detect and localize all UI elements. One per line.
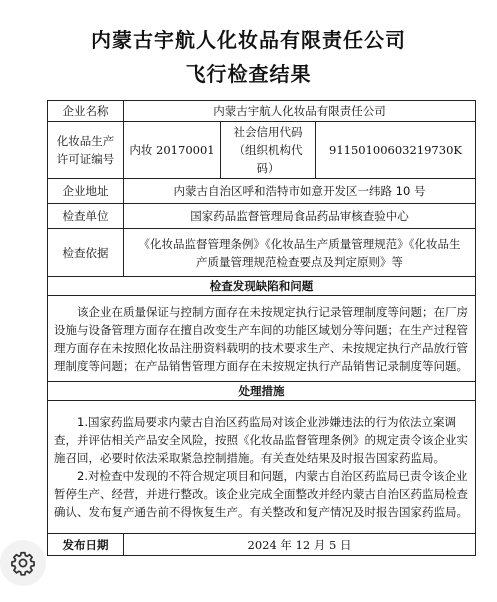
- credit-label: 社会信用代码（组织机构代码）: [221, 122, 316, 179]
- company-label: 企业名称: [48, 101, 124, 122]
- gear-icon: [10, 550, 36, 576]
- row-measures: [48, 401, 476, 534]
- row-date: [48, 534, 476, 556]
- row-measures-header: [48, 382, 476, 401]
- row-company: [48, 101, 476, 122]
- credit-value: 91150100603219730K: [316, 122, 476, 179]
- measures-paragraph-2: 2.对检查中发现的不符合规定项目和问题，内蒙古自治区药监局已责令该企业暂停生产、经营，并进行整改。该企业完成全面整改并经内蒙古自治区药监局检查确认、发布复产通告前不得恢复生产。有关整改和复产情况及时报告国家药监局。: [54, 469, 468, 519]
- findings-text: 该企业在质量保证与控制方面存在未按规定执行记录管理制度等问题；在厂房设施与设备管理方面存在擅自改变生产车间的功能区域划分等问题；在生产过程管理方面存在未按照化妆品注册资料载明的技术要求生产、未按规定执行产品放行管理制度等问题；在产品销售管理方面存在未按规定执行产品销售记录制度等问题。: [48, 296, 476, 382]
- page-subtitle: 飞行检查结果: [185, 62, 312, 86]
- inspection-result-table: [47, 100, 476, 556]
- row-inspector: [48, 204, 476, 229]
- address-label: 企业地址: [48, 179, 124, 204]
- row-findings: [48, 296, 476, 382]
- findings-header: 检查发现缺陷和问题: [48, 277, 476, 296]
- company-value: 内蒙古宇航人化妆品有限责任公司: [124, 101, 476, 122]
- date-label: 发布日期: [48, 534, 124, 556]
- basis-label: 检查依据: [48, 229, 124, 277]
- license-value: 内妆 20170001: [124, 122, 221, 179]
- measures-cell: [48, 401, 476, 534]
- row-address: [48, 179, 476, 204]
- license-label: 化妆品生产许可证编号: [48, 122, 124, 179]
- page-title: 内蒙古宇航人化妆品有限责任公司: [91, 28, 406, 52]
- settings-floating-button[interactable]: [0, 540, 46, 586]
- date-value: 2024 年 12 月 5 日: [124, 534, 476, 556]
- row-findings-header: [48, 277, 476, 296]
- address-value: 内蒙古自治区呼和浩特市如意开发区一纬路 10 号: [124, 179, 476, 204]
- measures-header: 处理措施: [48, 382, 476, 401]
- basis-value: 《化妆品监督管理条例》《化妆品生产质量管理规范》《化妆品生产质量管理规范检查要点及判定原则》等: [124, 229, 476, 277]
- inspector-value: 国家药品监督管理局食品药品审核查验中心: [124, 204, 476, 229]
- inspector-label: 检查单位: [48, 204, 124, 229]
- row-license: [48, 122, 476, 179]
- row-basis: [48, 229, 476, 277]
- measures-paragraph-1: 1.国家药监局要求内蒙古自治区药监局对该企业涉嫌违法的行为依法立案调查，并评估相关产品安全风险，按照《化妆品监督管理条例》的规定责令该企业实施召回，必要时依法采取紧急控制措施。有关查处结果及时报告国家药监局。: [54, 415, 468, 465]
